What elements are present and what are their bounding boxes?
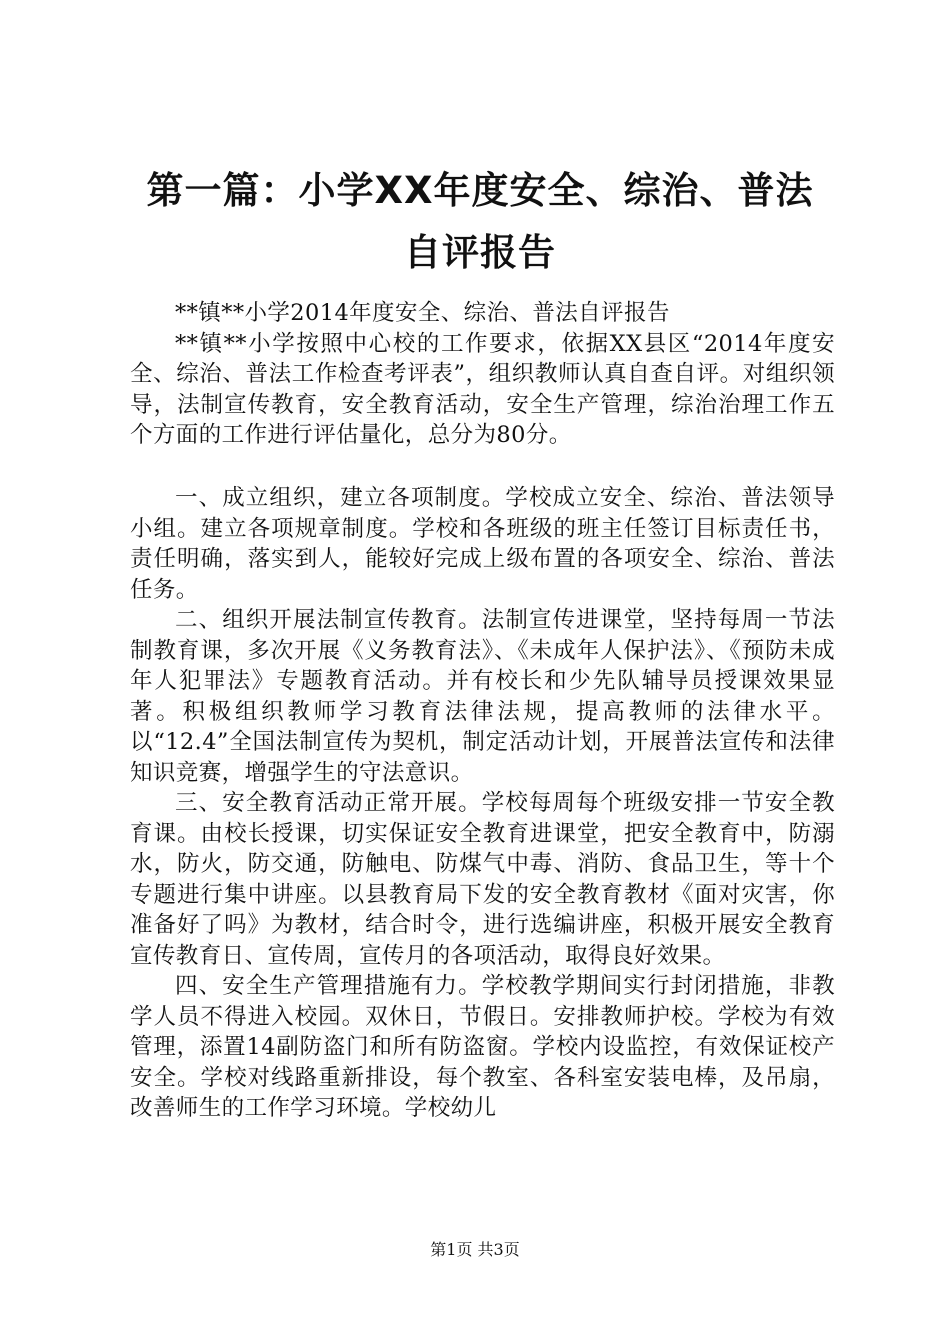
page-indicator: 第1页 共3页 [430, 1240, 520, 1259]
paragraph-section-1: 一、成立组织，建立各项制度。学校成立安全、综治、普法领导小组。建立各项规章制度。学校和各班级的班主任签订目标责任书，责任明确，落实到人，能较好完成上级布置的各项安全、综治、普法任务。 [130, 485, 835, 603]
paragraph-section-3: 三、安全教育活动正常开展。学校每周每个班级安排一节安全教育课。由校长授课，切实保证安全教育进课堂，把安全教育中，防溺水，防火，防交通，防触电、防煤气中毒、消防、食品卫生，等十个专题进行集中讲座。以县教育局下发的安全教育教材《面对灾害，你准备好了吗》为教材，结合时令，进行选编讲座，积极开展安全教育宣传教育日、宣传周，宣传月的各项活动，取得良好效果。 [130, 790, 835, 969]
page-footer [0, 1240, 950, 1260]
document-title: 第一篇：小学XX年度安全、综治、普法自评报告 [146, 169, 814, 274]
intro-block [130, 298, 835, 451]
document-subtitle: **镇**小学2014年度安全、综治、普法自评报告 [175, 300, 670, 326]
paragraph-section-4: 四、安全生产管理措施有力。学校教学期间实行封闭措施，非教学人员不得进入校园。双休日，节假日。安排教师护校。学校为有效管理，添置14副防盗门和所有防盗窗。学校内设监控，有效保证校产安全。学校对线路重新排设，每个教室、各科室安装电棒，及吊扇，改善师生的工作学习环境。学校幼儿 [130, 973, 835, 1121]
main-body [130, 483, 835, 1124]
paragraph-section-2: 二、组织开展法制宣传教育。法制宣传进课堂，坚持每周一节法制教育课，多次开展《义务教育法》、《未成年人保护法》、《预防未成年人犯罪法》专题教育活动。并有校长和少先队辅导员授课效果显著。积极组织教师学习教育法律法规，提高教师的法律水平。以“12.4”全国法制宣传为契机，制定活动计划，开展普法宣传和法律知识竞赛，增强学生的守法意识。 [130, 607, 835, 786]
intro-paragraph: **镇**小学按照中心校的工作要求，依据XX县区“2014年度安全、综治、普法工作检查考评表”，组织教师认真自查自评。对组织领导，法制宣传教育，安全教育活动，安全生产管理，综治治理工作五个方面的工作进行评估量化，总分为80分。 [130, 330, 835, 448]
